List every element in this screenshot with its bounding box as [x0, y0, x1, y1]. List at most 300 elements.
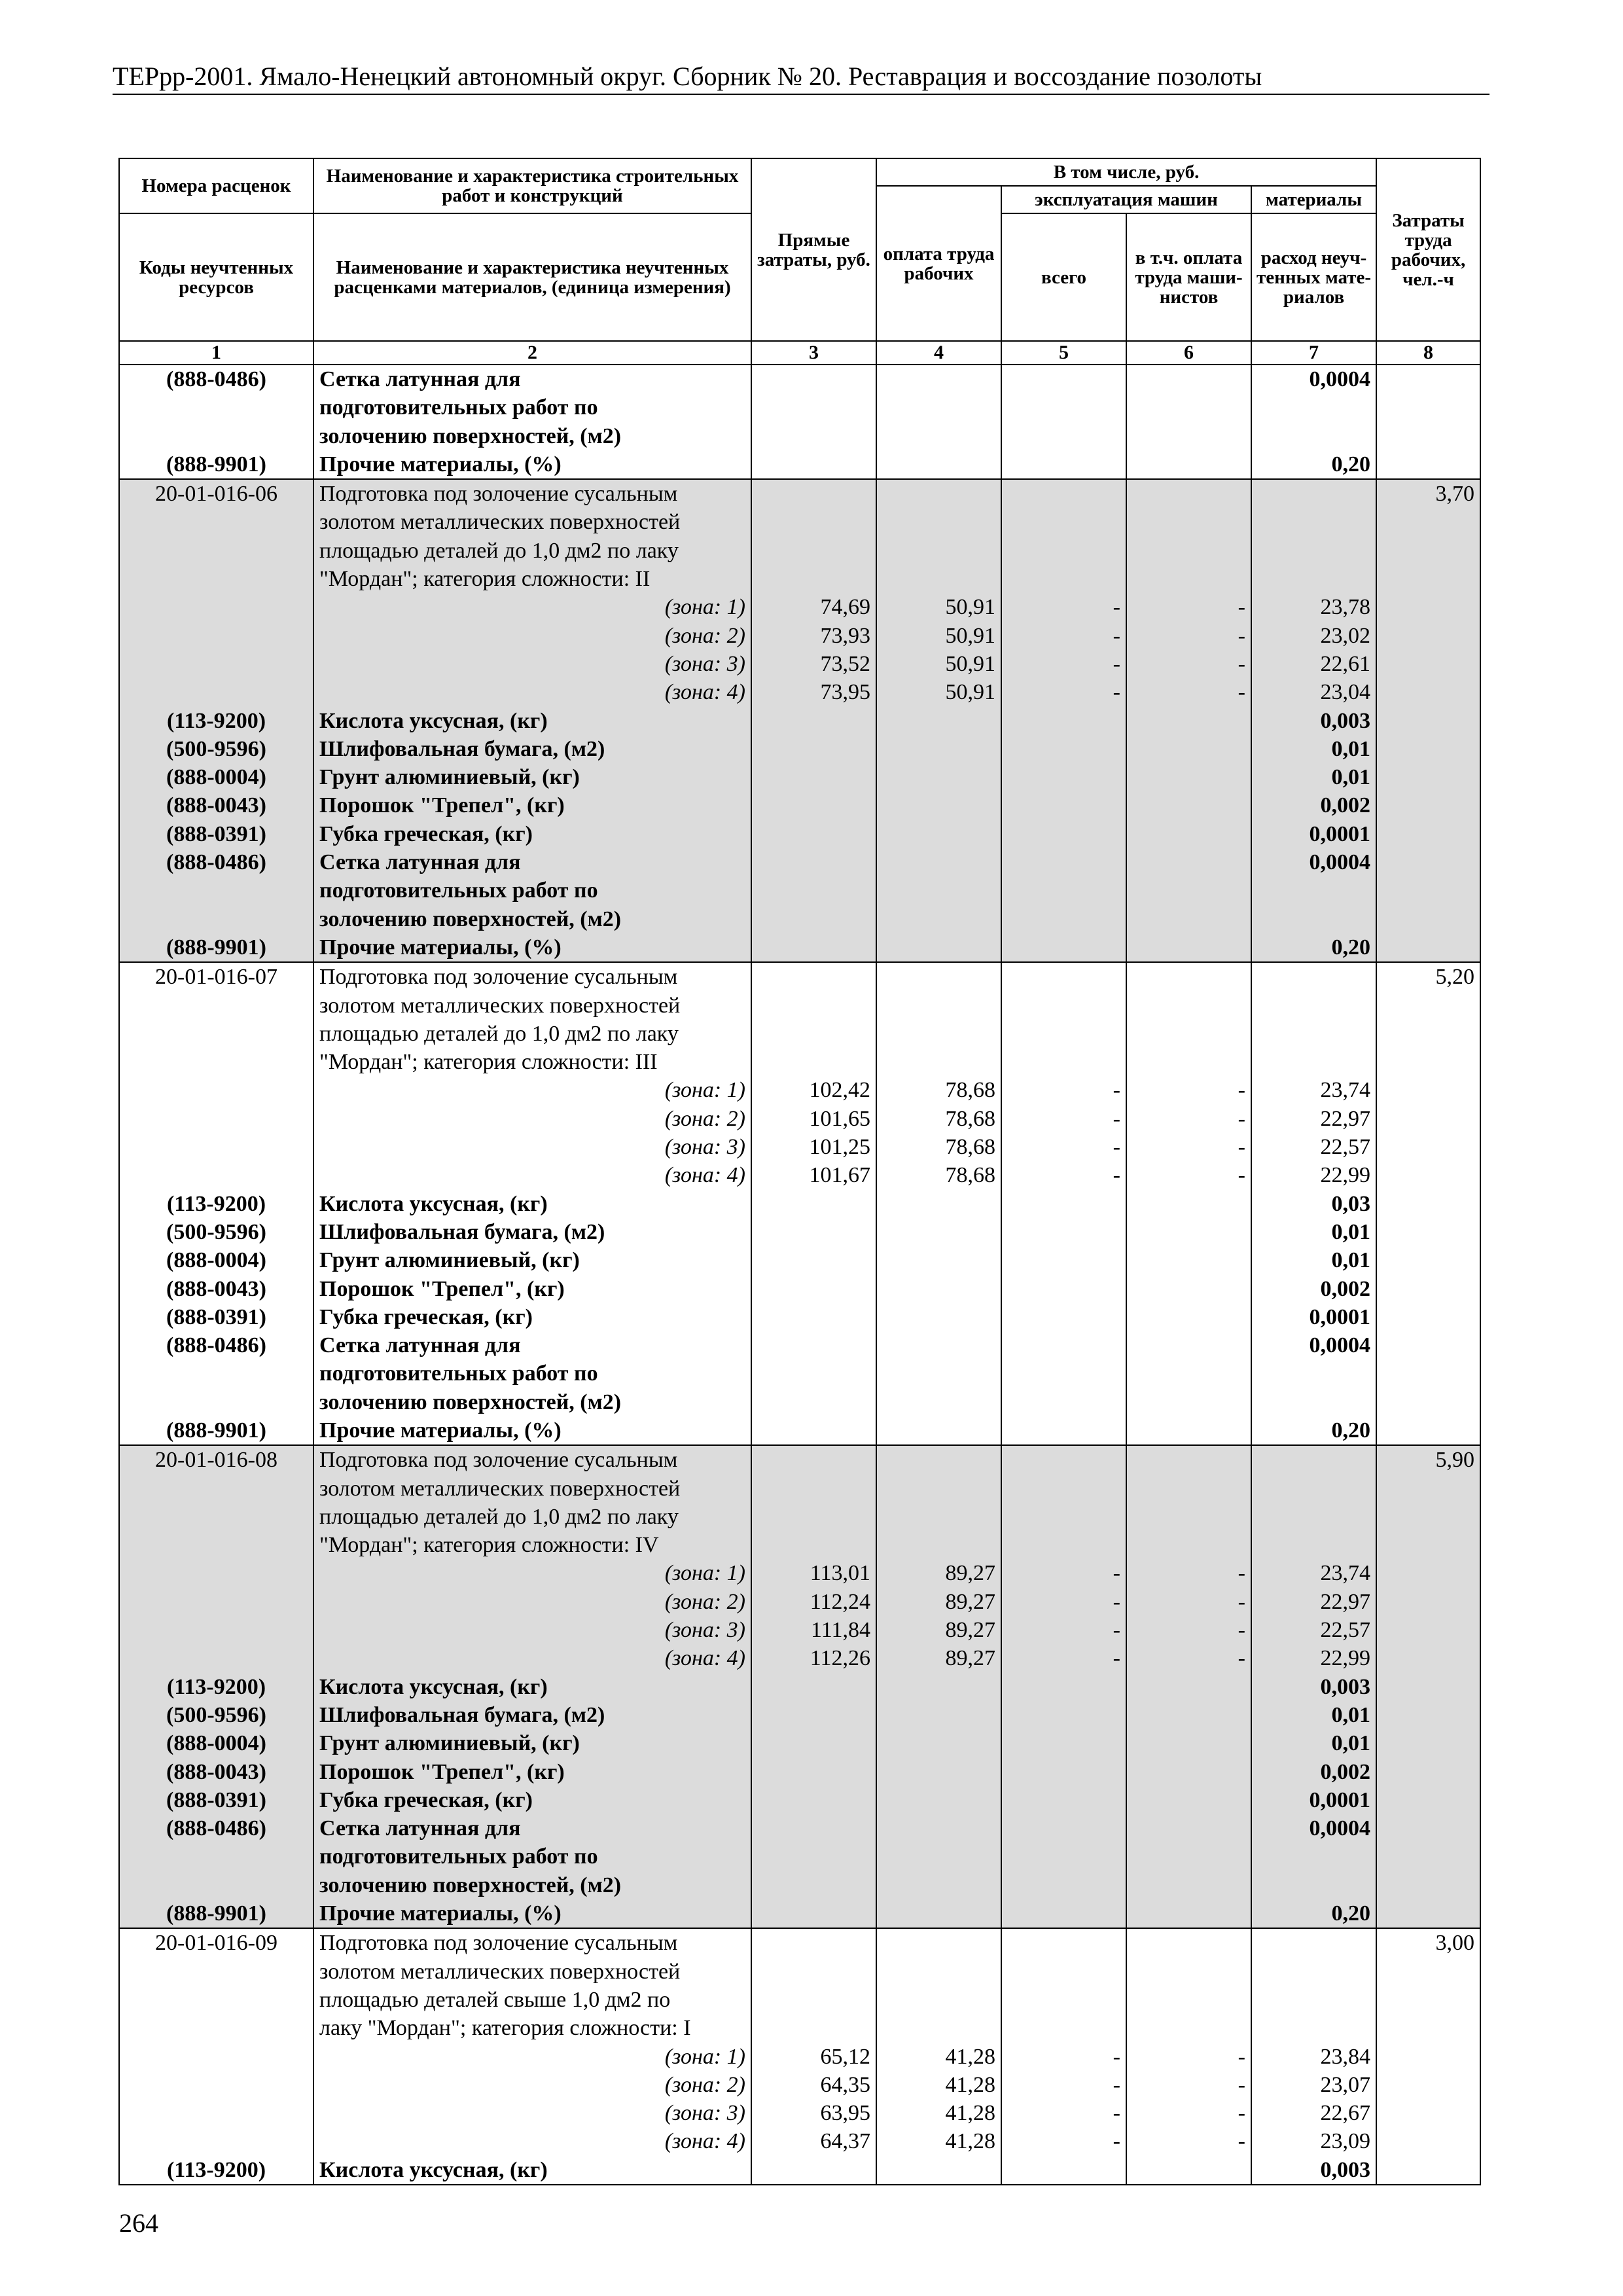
materials-cell: 22,57	[1251, 1616, 1376, 1644]
table-row	[119, 1331, 1480, 1359]
direct-costs-cell	[751, 1190, 876, 1218]
machine-total-cell	[1001, 820, 1126, 848]
machine-total-cell	[1001, 1048, 1126, 1076]
direct-costs-cell	[751, 1303, 876, 1331]
machine-total-cell	[1001, 1758, 1126, 1786]
machinist-pay-cell	[1126, 1416, 1251, 1445]
machine-total-cell: -	[1001, 1133, 1126, 1161]
machine-total-cell	[1001, 962, 1126, 991]
description-cell: Шлифовальная бумага, (м2)	[313, 1701, 751, 1729]
resource-code-cell	[119, 1161, 313, 1189]
description-cell: Сетка латунная для	[313, 1814, 751, 1842]
labor-costs-cell	[1376, 1359, 1480, 1388]
materials-cell	[1251, 1842, 1376, 1871]
materials-cell: 0,0004	[1251, 848, 1376, 876]
table-row	[119, 1246, 1480, 1274]
labor-costs-cell	[1376, 1076, 1480, 1104]
machine-total-cell: -	[1001, 2071, 1126, 2099]
resource-code-cell	[119, 2099, 313, 2127]
labor-costs-cell	[1376, 1048, 1480, 1076]
labor-costs-cell	[1376, 1246, 1480, 1274]
machine-total-cell	[1001, 1388, 1126, 1416]
materials-cell: 22,99	[1251, 1161, 1376, 1189]
resource-code-cell	[119, 1531, 313, 1559]
machine-total-cell	[1001, 1928, 1126, 1957]
zone-cell: (зона: 4)	[313, 1161, 751, 1189]
col-num-4: 4	[876, 341, 1001, 365]
description-cell: золочению поверхностей, (м2)	[313, 1388, 751, 1416]
table-header	[119, 158, 1480, 365]
table-row	[119, 650, 1480, 678]
zone-cell: (зона: 2)	[313, 622, 751, 650]
worker-pay-cell: 41,28	[876, 2043, 1001, 2071]
description-cell: Подготовка под золочение сусальным	[313, 962, 751, 991]
worker-pay-cell	[876, 1246, 1001, 1274]
direct-costs-cell: 65,12	[751, 2043, 876, 2071]
labor-costs-cell	[1376, 2043, 1480, 2071]
direct-costs-cell: 73,52	[751, 650, 876, 678]
machine-total-cell	[1001, 1986, 1126, 2014]
table-row	[119, 2014, 1480, 2042]
resource-code-cell	[119, 622, 313, 650]
direct-costs-cell: 112,26	[751, 1644, 876, 1672]
machine-total-cell: -	[1001, 2099, 1126, 2127]
direct-costs-cell: 63,95	[751, 2099, 876, 2127]
zone-cell: (зона: 1)	[313, 1559, 751, 1587]
description-cell: Сетка латунная для	[313, 1331, 751, 1359]
materials-cell: 0,0001	[1251, 1303, 1376, 1331]
resource-code-cell: (888-0391)	[119, 820, 313, 848]
labor-costs-cell	[1376, 650, 1480, 678]
worker-pay-cell: 89,27	[876, 1644, 1001, 1672]
worker-pay-cell	[876, 393, 1001, 422]
table-row	[119, 593, 1480, 621]
resource-code-cell: (888-0391)	[119, 1303, 313, 1331]
description-cell: Губка греческая, (кг)	[313, 1303, 751, 1331]
zone-cell: (зона: 4)	[313, 1644, 751, 1672]
col-num-7: 7	[1251, 341, 1376, 365]
materials-cell	[1251, 1445, 1376, 1474]
description-cell: площадью деталей до 1,0 дм2 по лаку	[313, 1020, 751, 1048]
machine-total-cell	[1001, 1275, 1126, 1303]
resource-code-cell: 20-01-016-09	[119, 1928, 313, 1957]
table-row	[119, 1359, 1480, 1388]
machinist-pay-cell: -	[1126, 2099, 1251, 2127]
machine-total-cell	[1001, 1246, 1126, 1274]
table-row	[119, 962, 1480, 991]
description-cell: Порошок "Трепел", (кг)	[313, 791, 751, 819]
direct-costs-cell	[751, 1899, 876, 1928]
direct-costs-cell	[751, 933, 876, 962]
materials-cell	[1251, 1871, 1376, 1899]
machinist-pay-cell	[1126, 1729, 1251, 1757]
description-cell: золотом металлических поверхностей	[313, 508, 751, 536]
header-machine-operation: эксплуатация машин	[1001, 186, 1251, 213]
header-rule	[113, 94, 1489, 95]
table-row	[119, 1218, 1480, 1246]
worker-pay-cell	[876, 1359, 1001, 1388]
description-cell: Подготовка под золочение сусальным	[313, 1928, 751, 1957]
machine-total-cell	[1001, 1729, 1126, 1757]
header-materials-name: Наименование и характеристика неучтенных расценками материалов, (единица измерения)	[313, 213, 751, 341]
materials-cell: 23,04	[1251, 678, 1376, 706]
table-row	[119, 365, 1480, 393]
worker-pay-cell: 50,91	[876, 678, 1001, 706]
labor-costs-cell	[1376, 933, 1480, 962]
resource-code-cell: (113-9200)	[119, 1190, 313, 1218]
worker-pay-cell	[876, 1958, 1001, 1986]
direct-costs-cell	[751, 905, 876, 933]
machinist-pay-cell	[1126, 763, 1251, 791]
table-row	[119, 450, 1480, 479]
labor-costs-cell	[1376, 1644, 1480, 1672]
worker-pay-cell	[876, 365, 1001, 393]
zone-cell: (зона: 1)	[313, 1076, 751, 1104]
labor-costs-cell	[1376, 876, 1480, 905]
header-labor-costs: Затраты труда рабочих, чел.-ч	[1376, 158, 1480, 341]
resource-code-cell	[119, 678, 313, 706]
description-cell: Губка греческая, (кг)	[313, 820, 751, 848]
machinist-pay-cell	[1126, 1303, 1251, 1331]
table-row	[119, 1275, 1480, 1303]
labor-costs-cell: 3,70	[1376, 479, 1480, 508]
header-work-name: Наименование и характеристика строительных работ и конструкций	[313, 158, 751, 213]
table-row	[119, 1588, 1480, 1616]
labor-costs-cell	[1376, 1105, 1480, 1133]
table-row	[119, 905, 1480, 933]
machine-total-cell	[1001, 791, 1126, 819]
worker-pay-cell	[876, 876, 1001, 905]
resource-code-cell	[119, 1871, 313, 1899]
direct-costs-cell	[751, 1729, 876, 1757]
machine-total-cell	[1001, 1303, 1126, 1331]
worker-pay-cell	[876, 565, 1001, 593]
table-row	[119, 508, 1480, 536]
worker-pay-cell: 41,28	[876, 2071, 1001, 2099]
zone-cell: (зона: 1)	[313, 2043, 751, 2071]
description-cell: Прочие материалы, (%)	[313, 933, 751, 962]
description-cell: Грунт алюминиевый, (кг)	[313, 1246, 751, 1274]
direct-costs-cell: 64,37	[751, 2127, 876, 2155]
col-num-8: 8	[1376, 341, 1480, 365]
table-row	[119, 2127, 1480, 2155]
materials-cell: 22,61	[1251, 650, 1376, 678]
direct-costs-cell	[751, 1445, 876, 1474]
description-cell: Подготовка под золочение сусальным	[313, 1445, 751, 1474]
table-row	[119, 1133, 1480, 1161]
description-cell: "Мордан"; категория сложности: II	[313, 565, 751, 593]
resource-code-cell	[119, 1475, 313, 1503]
resource-code-cell: (888-0004)	[119, 1729, 313, 1757]
direct-costs-cell: 74,69	[751, 593, 876, 621]
direct-costs-cell	[751, 565, 876, 593]
machinist-pay-cell	[1126, 2156, 1251, 2185]
worker-pay-cell	[876, 2156, 1001, 2185]
description-cell: золотом металлических поверхностей	[313, 1475, 751, 1503]
direct-costs-cell	[751, 1814, 876, 1842]
machine-total-cell	[1001, 1359, 1126, 1388]
machinist-pay-cell	[1126, 1475, 1251, 1503]
machinist-pay-cell	[1126, 1246, 1251, 1274]
machinist-pay-cell: -	[1126, 1559, 1251, 1587]
machinist-pay-cell	[1126, 933, 1251, 962]
machinist-pay-cell	[1126, 1503, 1251, 1531]
description-cell: Порошок "Трепел", (кг)	[313, 1275, 751, 1303]
machinist-pay-cell	[1126, 422, 1251, 450]
machine-total-cell	[1001, 1531, 1126, 1559]
machinist-pay-cell	[1126, 1359, 1251, 1388]
description-cell: Кислота уксусная, (кг)	[313, 1673, 751, 1701]
resource-code-cell	[119, 1503, 313, 1531]
worker-pay-cell: 41,28	[876, 2127, 1001, 2155]
table-row	[119, 565, 1480, 593]
resource-code-cell	[119, 650, 313, 678]
machine-total-cell: -	[1001, 1105, 1126, 1133]
header-materials: материалы	[1251, 186, 1376, 213]
machinist-pay-cell: -	[1126, 1588, 1251, 1616]
header-unaccounted-materials: расход неуч-тенных мате-риалов	[1251, 213, 1376, 341]
table-row	[119, 537, 1480, 565]
direct-costs-cell	[751, 1475, 876, 1503]
machinist-pay-cell	[1126, 450, 1251, 479]
materials-cell: 0,002	[1251, 1758, 1376, 1786]
header-resource-codes: Коды неучтенных ресурсов	[119, 213, 313, 341]
resource-code-cell	[119, 2014, 313, 2042]
machine-total-cell	[1001, 1842, 1126, 1871]
worker-pay-cell: 78,68	[876, 1133, 1001, 1161]
machinist-pay-cell	[1126, 2014, 1251, 2042]
worker-pay-cell	[876, 962, 1001, 991]
table-row	[119, 1673, 1480, 1701]
machinist-pay-cell: -	[1126, 650, 1251, 678]
machine-total-cell	[1001, 933, 1126, 962]
materials-cell: 22,97	[1251, 1588, 1376, 1616]
materials-cell	[1251, 565, 1376, 593]
table-row	[119, 1814, 1480, 1842]
machinist-pay-cell	[1126, 1786, 1251, 1814]
direct-costs-cell	[751, 820, 876, 848]
labor-costs-cell	[1376, 707, 1480, 735]
machinist-pay-cell	[1126, 479, 1251, 508]
worker-pay-cell	[876, 1275, 1001, 1303]
header-machinist-pay: в т.ч. оплата труда маши-нистов	[1126, 213, 1251, 341]
machinist-pay-cell	[1126, 1388, 1251, 1416]
machine-total-cell: -	[1001, 678, 1126, 706]
resource-code-cell	[119, 1559, 313, 1587]
direct-costs-cell	[751, 1388, 876, 1416]
labor-costs-cell	[1376, 1303, 1480, 1331]
materials-cell: 0,01	[1251, 1729, 1376, 1757]
machinist-pay-cell	[1126, 1673, 1251, 1701]
labor-costs-cell	[1376, 905, 1480, 933]
zone-cell: (зона: 4)	[313, 2127, 751, 2155]
direct-costs-cell	[751, 1871, 876, 1899]
labor-costs-cell	[1376, 1531, 1480, 1559]
resource-code-cell: (888-0004)	[119, 763, 313, 791]
header-incl-rub: В том числе, руб.	[876, 158, 1376, 186]
zone-cell: (зона: 2)	[313, 1105, 751, 1133]
materials-cell	[1251, 1359, 1376, 1388]
worker-pay-cell: 89,27	[876, 1559, 1001, 1587]
resource-code-cell: (113-9200)	[119, 1673, 313, 1701]
worker-pay-cell	[876, 1190, 1001, 1218]
description-cell: Губка греческая, (кг)	[313, 1786, 751, 1814]
resource-code-cell: 20-01-016-06	[119, 479, 313, 508]
resource-code-cell	[119, 565, 313, 593]
table-row	[119, 1048, 1480, 1076]
table-row	[119, 1020, 1480, 1048]
direct-costs-cell: 101,67	[751, 1161, 876, 1189]
machine-total-cell	[1001, 1871, 1126, 1899]
materials-cell	[1251, 508, 1376, 536]
worker-pay-cell	[876, 1218, 1001, 1246]
resource-code-cell	[119, 905, 313, 933]
direct-costs-cell	[751, 791, 876, 819]
materials-cell	[1251, 2014, 1376, 2042]
worker-pay-cell	[876, 508, 1001, 536]
materials-cell: 22,67	[1251, 2099, 1376, 2127]
table-row	[119, 1644, 1480, 1672]
machine-total-cell: -	[1001, 1076, 1126, 1104]
materials-cell	[1251, 1388, 1376, 1416]
labor-costs-cell	[1376, 565, 1480, 593]
direct-costs-cell	[751, 992, 876, 1020]
worker-pay-cell	[876, 1814, 1001, 1842]
resource-code-cell: (500-9596)	[119, 1701, 313, 1729]
machine-total-cell: -	[1001, 593, 1126, 621]
table-row	[119, 2156, 1480, 2185]
worker-pay-cell	[876, 1986, 1001, 2014]
resource-code-cell	[119, 1588, 313, 1616]
worker-pay-cell	[876, 992, 1001, 1020]
labor-costs-cell	[1376, 848, 1480, 876]
table-row	[119, 791, 1480, 819]
resource-code-cell: (888-0486)	[119, 848, 313, 876]
description-cell: Кислота уксусная, (кг)	[313, 707, 751, 735]
labor-costs-cell	[1376, 1958, 1480, 1986]
machine-total-cell: -	[1001, 1559, 1126, 1587]
worker-pay-cell	[876, 1445, 1001, 1474]
materials-cell: 0,002	[1251, 791, 1376, 819]
description-cell: подготовительных работ по	[313, 1842, 751, 1871]
machine-total-cell	[1001, 393, 1126, 422]
resource-code-cell	[119, 1133, 313, 1161]
materials-cell: 0,01	[1251, 735, 1376, 763]
materials-cell: 0,20	[1251, 450, 1376, 479]
materials-cell	[1251, 876, 1376, 905]
direct-costs-cell	[751, 707, 876, 735]
direct-costs-cell	[751, 1359, 876, 1388]
direct-costs-cell	[751, 537, 876, 565]
description-cell: Грунт алюминиевый, (кг)	[313, 1729, 751, 1757]
direct-costs-cell	[751, 479, 876, 508]
direct-costs-cell	[751, 2014, 876, 2042]
machinist-pay-cell	[1126, 1331, 1251, 1359]
resource-code-cell	[119, 537, 313, 565]
direct-costs-cell	[751, 763, 876, 791]
resource-code-cell	[119, 876, 313, 905]
labor-costs-cell	[1376, 1218, 1480, 1246]
worker-pay-cell: 78,68	[876, 1076, 1001, 1104]
labor-costs-cell	[1376, 735, 1480, 763]
direct-costs-cell: 112,24	[751, 1588, 876, 1616]
machinist-pay-cell	[1126, 393, 1251, 422]
labor-costs-cell	[1376, 791, 1480, 819]
labor-costs-cell	[1376, 1758, 1480, 1786]
labor-costs-cell	[1376, 1899, 1480, 1928]
direct-costs-cell	[751, 1020, 876, 1048]
machinist-pay-cell: -	[1126, 678, 1251, 706]
materials-cell: 0,20	[1251, 1416, 1376, 1445]
zone-cell: (зона: 4)	[313, 678, 751, 706]
labor-costs-cell	[1376, 422, 1480, 450]
direct-costs-cell	[751, 1416, 876, 1445]
description-cell: площадью деталей до 1,0 дм2 по лаку	[313, 1503, 751, 1531]
resource-code-cell	[119, 1644, 313, 1672]
labor-costs-cell	[1376, 1588, 1480, 1616]
table-row	[119, 1758, 1480, 1786]
direct-costs-cell	[751, 422, 876, 450]
direct-costs-cell: 73,95	[751, 678, 876, 706]
col-num-1: 1	[119, 341, 313, 365]
machine-total-cell	[1001, 707, 1126, 735]
table-row	[119, 1958, 1480, 1986]
resource-code-cell: 20-01-016-07	[119, 962, 313, 991]
materials-cell	[1251, 479, 1376, 508]
table-row	[119, 1531, 1480, 1559]
worker-pay-cell	[876, 1701, 1001, 1729]
machinist-pay-cell	[1126, 1928, 1251, 1957]
description-cell: подготовительных работ по	[313, 1359, 751, 1388]
table-row	[119, 1303, 1480, 1331]
labor-costs-cell: 3,00	[1376, 1928, 1480, 1957]
machine-total-cell: -	[1001, 650, 1126, 678]
machine-total-cell: -	[1001, 622, 1126, 650]
table-row	[119, 1871, 1480, 1899]
worker-pay-cell	[876, 1842, 1001, 1871]
machinist-pay-cell	[1126, 791, 1251, 819]
machine-total-cell: -	[1001, 1161, 1126, 1189]
table-row	[119, 393, 1480, 422]
description-cell: Шлифовальная бумага, (м2)	[313, 1218, 751, 1246]
description-cell: Прочие материалы, (%)	[313, 1416, 751, 1445]
worker-pay-cell	[876, 1928, 1001, 1957]
machine-total-cell	[1001, 1475, 1126, 1503]
table-row	[119, 1786, 1480, 1814]
machine-total-cell: -	[1001, 1588, 1126, 1616]
machinist-pay-cell: -	[1126, 2127, 1251, 2155]
machine-total-cell	[1001, 1673, 1126, 1701]
worker-pay-cell	[876, 1899, 1001, 1928]
resource-code-cell	[119, 422, 313, 450]
table-row	[119, 1161, 1480, 1189]
machine-total-cell: -	[1001, 1616, 1126, 1644]
labor-costs-cell	[1376, 820, 1480, 848]
machine-total-cell	[1001, 2156, 1126, 2185]
resource-code-cell	[119, 1020, 313, 1048]
description-cell: Прочие материалы, (%)	[313, 1899, 751, 1928]
machine-total-cell: -	[1001, 2043, 1126, 2071]
machinist-pay-cell	[1126, 905, 1251, 933]
direct-costs-cell	[751, 1701, 876, 1729]
description-cell: Подготовка под золочение сусальным	[313, 479, 751, 508]
table-row	[119, 1445, 1480, 1474]
machinist-pay-cell: -	[1126, 1105, 1251, 1133]
direct-costs-cell	[751, 1842, 876, 1871]
machinist-pay-cell: -	[1126, 1133, 1251, 1161]
machine-total-cell	[1001, 479, 1126, 508]
materials-cell: 0,01	[1251, 1218, 1376, 1246]
